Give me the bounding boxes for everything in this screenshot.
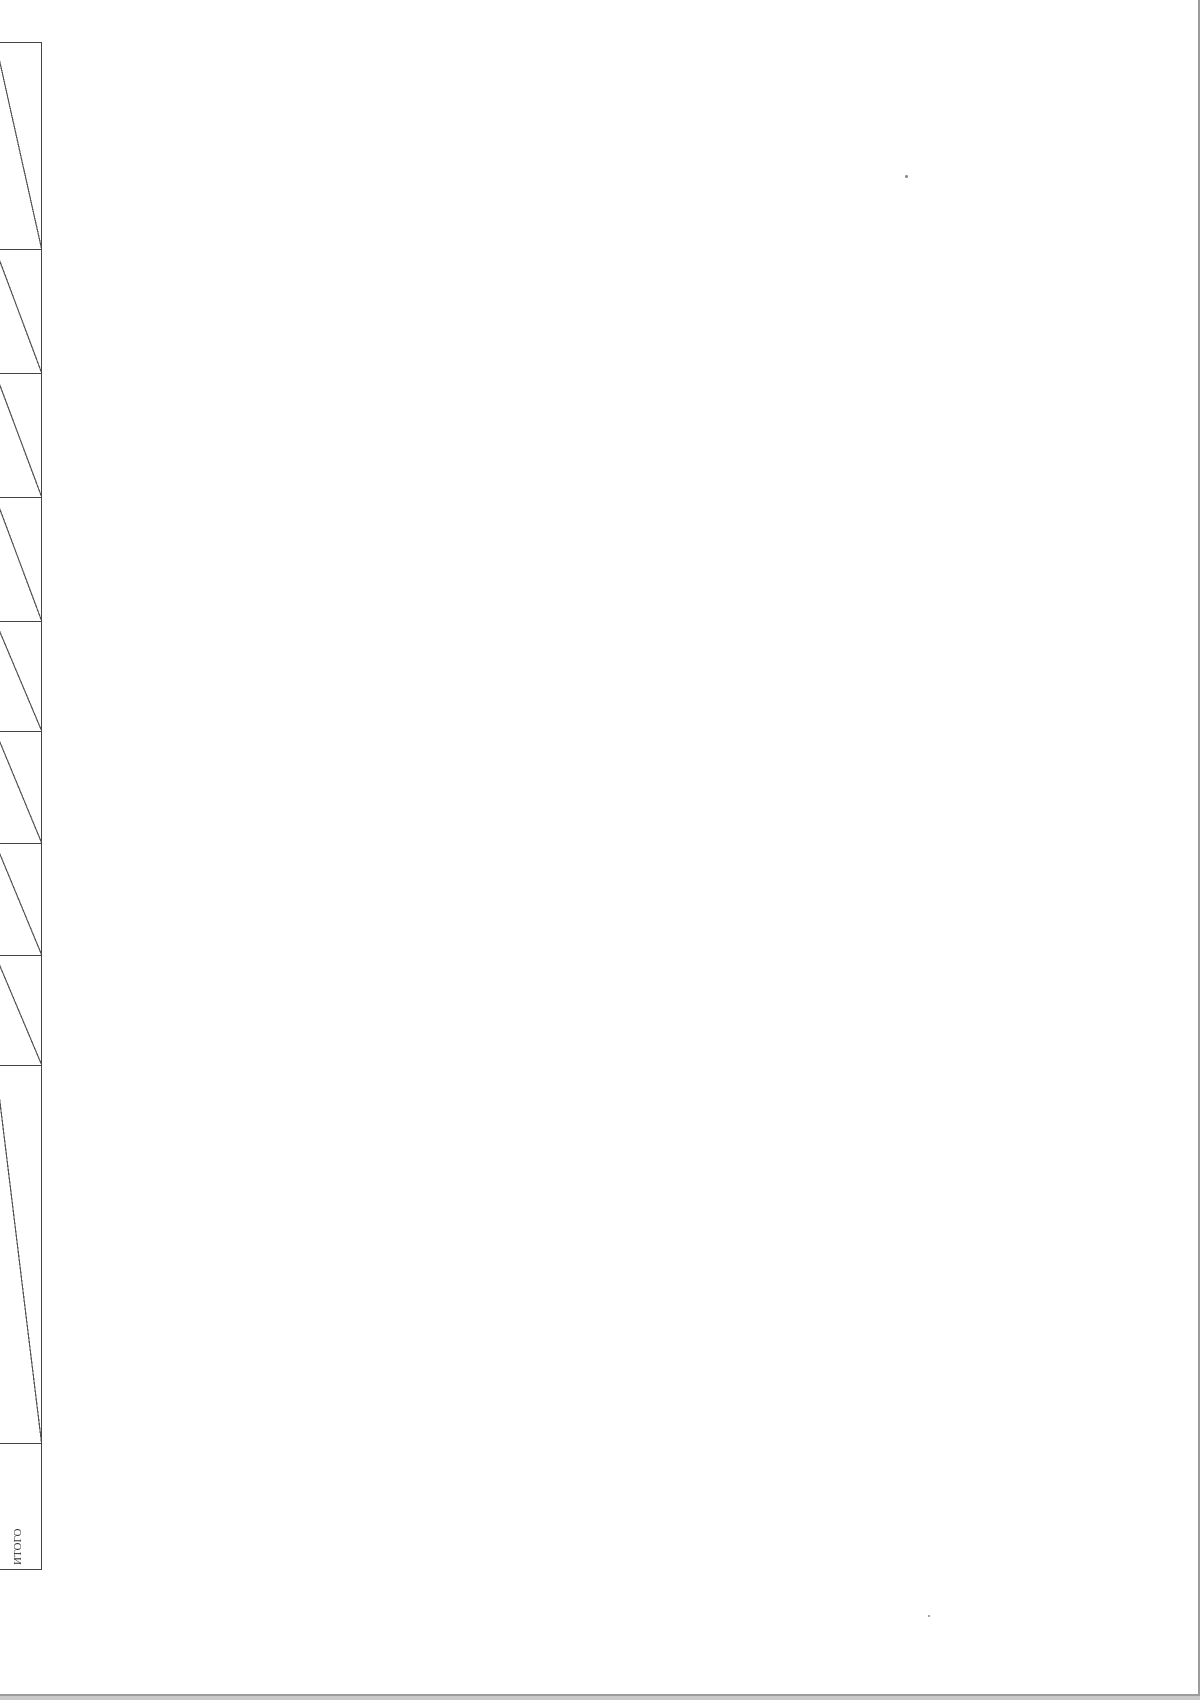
scan-speck [928,1615,930,1617]
rotated-landscape-content [0,30,190,1630]
total-label: ИТОГО [0,1444,42,1570]
crossed-out-cell [0,1066,42,1444]
crossed-out-cell [0,498,42,622]
table-row-total [0,42,42,1569]
crossed-out-cell [0,956,42,1066]
scan-speck [905,175,908,178]
crossed-out-cell [0,732,42,844]
data-table [0,42,42,1570]
crossed-out-cell [0,374,42,498]
crossed-out-cell [0,250,42,374]
crossed-out-cell [0,622,42,732]
crossed-out-cell [0,42,42,249]
crossed-out-cell [0,844,42,956]
